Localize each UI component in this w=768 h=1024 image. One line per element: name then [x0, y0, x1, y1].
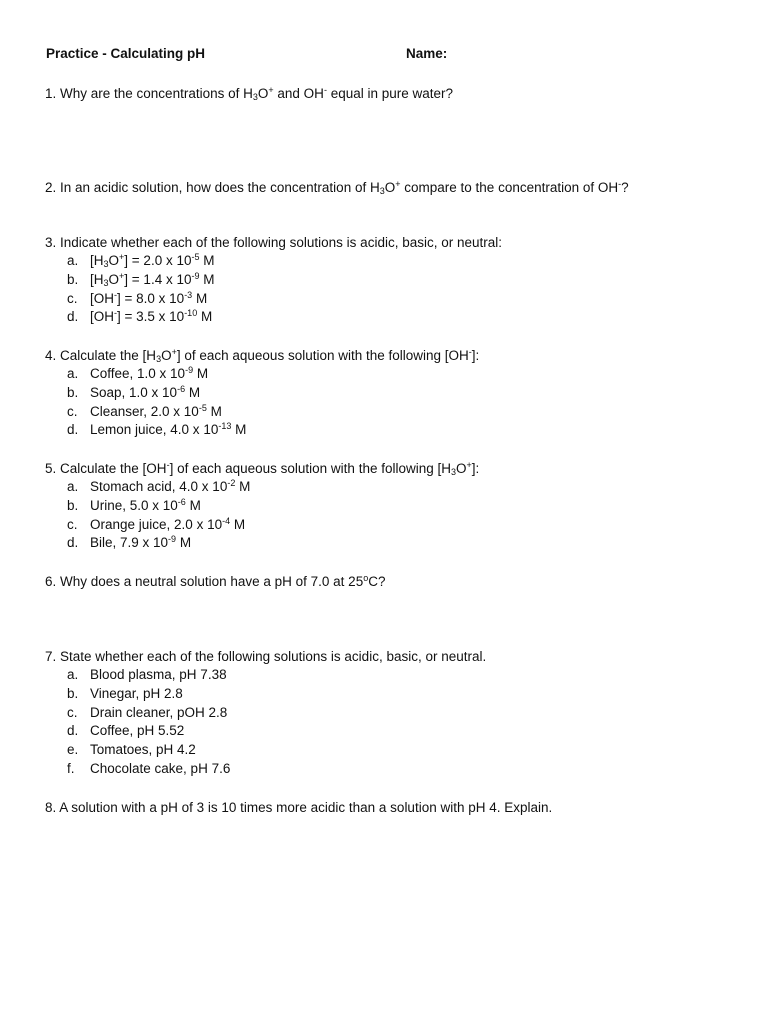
list-item: a. Coffee, 1.0 x $10^{-9}$ M [67, 365, 209, 381]
list-item: d. Lemon juice, 4.0 x $10^{-13}$ M [67, 421, 247, 438]
list-item: b. Soap, 1.0 x $10^{-6}$ M [67, 383, 201, 400]
list-item: e. Tomatoes, pH 4.2 [67, 742, 196, 758]
question-3-list [45, 252, 728, 327]
question-5-text: 5. Calculate the [OH-] of each aqueous solution with the following $[H_3O^+]$: [45, 460, 480, 477]
worksheet-header [46, 46, 768, 63]
question-7-text: 7. State whether each of the following solutions is acidic, basic, or neutral. [45, 649, 487, 664]
question-7 [45, 647, 728, 779]
list-item: b. Urine, 5.0 x $10^{-6}$ M [67, 496, 201, 513]
list-item: b. $[H_3O^+] = 1.4$ x $10^{-9}$ M [67, 270, 215, 288]
question-6 [45, 572, 728, 591]
question-4 [45, 346, 728, 440]
question-1-text: 1. Why are the concentrations of $H_3O^+$ and OH- equal in pure water? [45, 85, 454, 102]
list-item: a. Blood plasma, pH 7.38 [67, 667, 227, 682]
list-item: d. [OH-] = 3.5 x $10^{-10}$ M [67, 308, 213, 325]
list-item: c. [OH-] = 8.0 x $10^{-3}$ M [67, 289, 208, 306]
list-item: a. $[H_3O^+] = 2.0$ x $10^{-5}$ M [67, 252, 215, 269]
list-item: c. Drain cleaner, pOH 2.8 [67, 704, 228, 720]
list-item: a. Stomach acid, 4.0 x $10^{-2}$ M [67, 478, 251, 494]
question-3-text: 3. Indicate whether each of the following solutions is acidic, basic, or neutral: [45, 235, 503, 250]
question-7-list [45, 666, 728, 779]
list-item: d. Coffee, pH 5.52 [67, 723, 185, 739]
list-item: c. Orange juice, 2.0 x $10^{-4}$ M [67, 515, 246, 532]
list-item: f. Chocolate cake, pH 7.6 [67, 760, 231, 776]
question-6-text: 6. Why does a neutral solution have a pH of 7.0 at 25$^o$C? [45, 573, 386, 589]
question-2-text: 2. In an acidic solution, how does the concentration of $H_3O^+$ compare to the concentration of OH-? [45, 179, 629, 196]
question-8-text: 8. A solution with a pH of 3 is 10 times more acidic than a solution with pH 4. Explain. [45, 800, 553, 815]
list-item: c. Cleanser, 2.0 x $10^{-5}$ M [67, 402, 222, 419]
question-4-list [45, 365, 728, 440]
question-4-text: 4. Calculate the $[H_3O^+]$ of each aqueous solution with the following [OH-]: [45, 347, 480, 364]
question-5-list [45, 478, 728, 553]
question-8 [45, 798, 728, 817]
question-5 [45, 459, 728, 553]
question-2 [45, 178, 728, 197]
question-1 [45, 84, 728, 103]
list-item: d. Bile, 7.9 x $10^{-9}$ M [67, 534, 192, 551]
worksheet-title: Practice - Calculating pH [46, 46, 206, 61]
question-3 [45, 233, 728, 327]
name-label: Name: [406, 46, 448, 61]
list-item: b. Vinegar, pH 2.8 [67, 685, 183, 701]
